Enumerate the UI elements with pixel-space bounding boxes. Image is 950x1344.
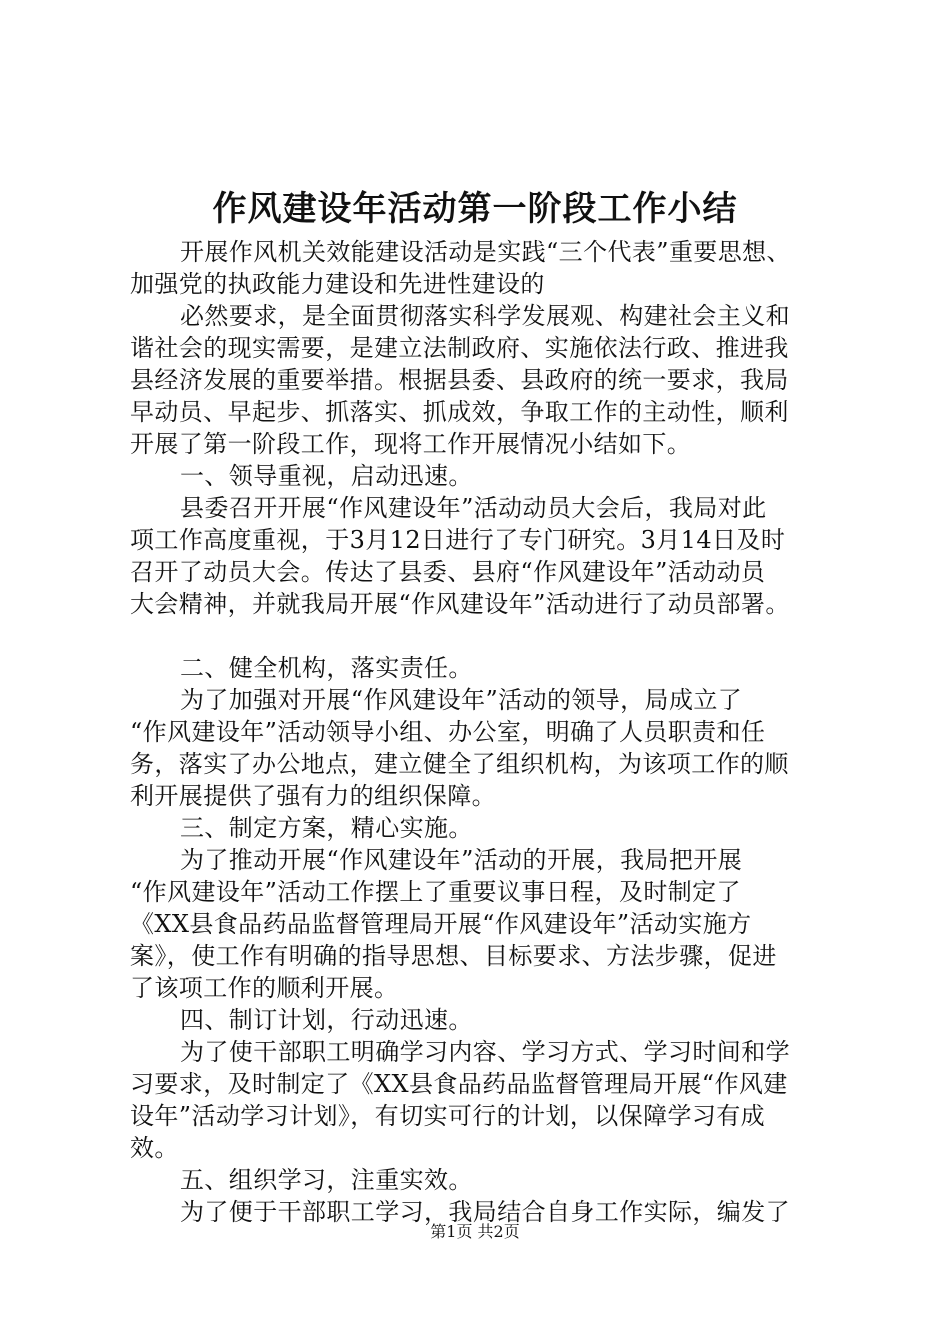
paragraph-line: 为了使干部职工明确学习内容、学习方式、学习时间和学 [180,1038,790,1066]
paragraph-line: 案》，使工作有明确的指导思想、目标要求、方法步骤，促进 [130,942,777,970]
paragraph-line: 召开了动员大会。传达了县委、县府“作风建设年”活动动员 [130,558,766,586]
paragraph-line: “作风建设年”活动工作摆上了重要议事日程，及时制定了 [130,878,741,906]
document-body [130,236,852,1228]
section-heading: 四、制订计划，行动迅速。 [180,1006,473,1034]
section-heading: 二、健全机构，落实责任。 [180,654,473,682]
paragraph-line: 必然要求，是全面贯彻落实科学发展观、构建社会主义和 [180,302,790,330]
section-heading: 三、制定方案，精心实施。 [180,814,473,842]
paragraph-line: 加强党的执政能力建设和先进性建设的 [130,270,545,298]
paragraph-line: 效。 [130,1134,179,1162]
paragraph-line: 为了推动开展“作风建设年”活动的开展，我局把开展 [180,846,743,874]
section-heading: 五、组织学习，注重实效。 [180,1166,473,1194]
page-footer: 第1页 共2页 [430,1222,520,1241]
paragraph-line: 开展作风机关效能建设活动是实践“三个代表”重要思想、 [180,238,791,266]
paragraph-line: 《XX县食品药品监督管理局开展“作风建设年”活动实施方 [130,910,752,938]
paragraph-line: 开展了第一阶段工作，现将工作开展情况小结如下。 [130,430,692,458]
paragraph-gap [130,620,852,652]
paragraph-line: 项工作高度重视，于3月12日进行了专门研究。3月14日及时 [130,526,786,554]
paragraph-line: 早动员、早起步、抓落实、抓成效，争取工作的主动性，顺利 [130,398,789,426]
paragraph-line: 设年”活动学习计划》，有切实可行的计划，以保障学习有成 [130,1102,766,1130]
paragraph-line: 大会精神，并就我局开展“作风建设年”活动进行了动员部署。 [130,590,790,618]
paragraph-line: 县委召开开展“作风建设年”活动动员大会后，我局对此 [180,494,767,522]
paragraph-line: 习要求，及时制定了《XX县食品药品监督管理局开展“作风建 [130,1070,788,1098]
paragraph-line: 县经济发展的重要举措。根据县委、县政府的统一要求，我局 [130,366,789,394]
paragraph-line: 利开展提供了强有力的组织保障。 [130,782,496,810]
paragraph-line: 了该项工作的顺利开展。 [130,974,399,1002]
document-title: 作风建设年活动第一阶段工作小结 [212,189,738,229]
paragraph-line: 为了便于干部职工学习，我局结合自身工作实际，编发了 [180,1198,790,1226]
section-heading: 一、领导重视，启动迅速。 [180,462,473,490]
paragraph-line: 为了加强对开展“作风建设年”活动的领导，局成立了 [180,686,743,714]
paragraph-line: “作风建设年”活动领导小组、办公室，明确了人员职责和任 [130,718,766,746]
paragraph-line: 务，落实了办公地点，建立健全了组织机构，为该项工作的顺 [130,750,789,778]
paragraph-line: 谐社会的现实需要，是建立法制政府、实施依法行政、推进我 [130,334,789,362]
